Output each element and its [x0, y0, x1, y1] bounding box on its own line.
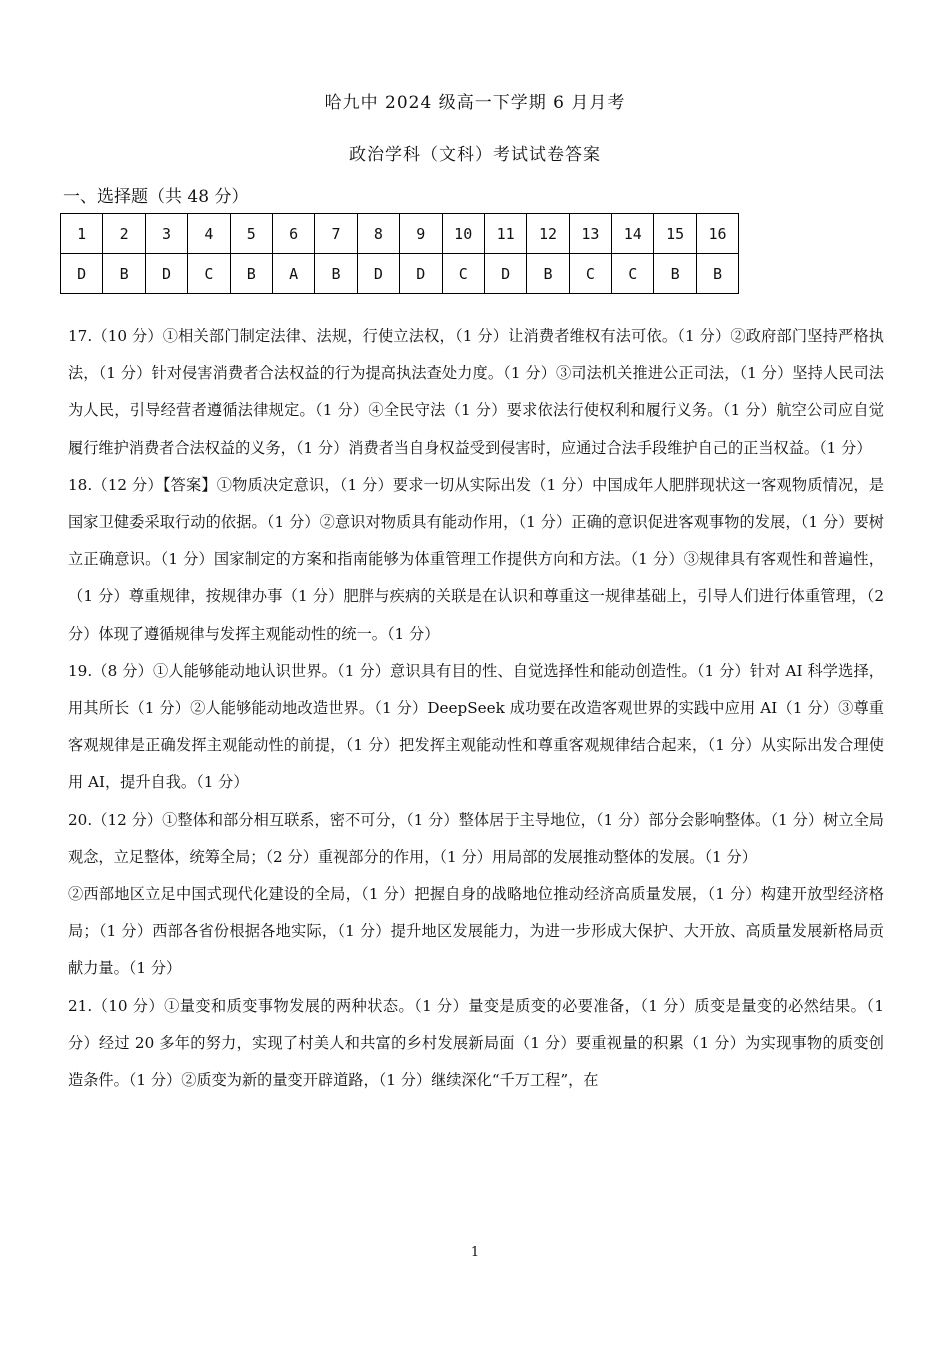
table-cell: C [442, 254, 484, 294]
table-cell: 1 [61, 214, 103, 254]
table-cell: 8 [357, 214, 399, 254]
table-cell: B [103, 254, 145, 294]
table-cell: B [696, 254, 738, 294]
table-cell: C [569, 254, 611, 294]
table-cell: 5 [230, 214, 272, 254]
table-cell: 10 [442, 214, 484, 254]
answer-paragraph: 18.（12 分）【答案】①物质决定意识，（1 分）要求一切从实际出发（1 分）中国成年人肥胖现状这一客观物质情况，是国家卫健委采取行动的依据。（1 分）②意识对物质具有能动作用，（1 分）正确的意识促进客观事物的发展，（1 分）要树立正确意识。（1 分）国家制定的方案和指南能够为体重管理工作提供方向和方法。（1 分）③规律具有客观性和普遍性，（1 分）尊重规律，按规律办事（1 分）肥胖与疾病的关联是在认识和尊重这一规律基础上，引导人们进行体重管理，（2 分）体现了遵循规律与发挥主观能动性的统一。（1 分） [68, 475, 884, 643]
table-cell: 3 [145, 214, 187, 254]
table-cell: 14 [612, 214, 654, 254]
table-cell: A [272, 254, 314, 294]
table-cell: 6 [272, 214, 314, 254]
table-cell: 13 [569, 214, 611, 254]
answer-paragraph: 17.（10 分）①相关部门制定法律、法规，行使立法权，（1 分）让消费者维权有法可依。（1 分）②政府部门坚持严格执法，（1 分）针对侵害消费者合法权益的行为提高执法查处力度。（1 分）③司法机关推进公正司法，（1 分）坚持人民司法为人民，引导经营者遵循法律规定。（1 分）④全民守法（1 分）要求依法行使权利和履行义务。（1 分）航空公司应自觉履行维护消费者合法权益的义务，（1 分）消费者当自身权益受到侵害时，应通过合法手段维护自己的正当权益。（1 分） [68, 327, 884, 457]
table-cell: 15 [654, 214, 696, 254]
table-cell: 11 [484, 214, 526, 254]
table-cell: B [527, 254, 569, 294]
answer-table [60, 213, 739, 294]
page-title: 哈九中 2024 级高一下学期 6 月月考 [324, 93, 626, 113]
answer-paragraph: ②西部地区立足中国式现代化建设的全局，（1 分）把握自身的战略地位推动经济高质量发展，（1 分）构建开放型经济格局；（1 分）西部各省份根据各地实际，（1 分）提升地区发展能力，为进一步形成大保护、大开放、高质量发展新格局贡献力量。（1 分） [68, 885, 884, 978]
table-cell: 12 [527, 214, 569, 254]
page-subtitle: 政治学科（文科）考试试卷答案 [349, 145, 601, 165]
table-cell: B [230, 254, 272, 294]
table-cell: C [612, 254, 654, 294]
table-cell: B [654, 254, 696, 294]
answer-paragraph: 19.（8 分）①人能够能动地认识世界。（1 分）意识具有目的性、自觉选择性和能动创造性。（1 分）针对 AI 科学选择，用其所长（1 分）②人能够能动地改造世界。（1 分）DeepSeek 成功要在改造客观世界的实践中应用 AI（1 分）③尊重客观规律是正确发挥主观能动性的前提，（1 分）把发挥主观能动性和尊重客观规律结合起来，（1 分）从实际出发合理使用 AI，提升自我。（1 分） [68, 661, 884, 792]
table-cell: D [357, 254, 399, 294]
table-cell: 16 [696, 214, 738, 254]
question-number-row [61, 214, 739, 254]
table-cell: 9 [400, 214, 442, 254]
table-cell: 2 [103, 214, 145, 254]
answer-body [68, 318, 884, 1099]
table-cell: D [484, 254, 526, 294]
answer-paragraph: 20.（12 分）①整体和部分相互联系，密不可分，（1 分）整体居于主导地位，（1 分）部分会影响整体。（1 分）树立全局观念，立足整体，统筹全局；（2 分）重视部分的作用，（1 分）用局部的发展推动整体的发展。（1 分） [68, 810, 884, 866]
table-cell: D [145, 254, 187, 294]
table-cell: D [61, 254, 103, 294]
table-cell: 7 [315, 214, 357, 254]
table-cell: D [400, 254, 442, 294]
section-heading: 一、选择题（共 48 分） [63, 187, 249, 207]
page-number: 1 [470, 1245, 480, 1260]
table-cell: C [188, 254, 230, 294]
answer-paragraph: 21.（10 分）①量变和质变事物发展的两种状态。（1 分）量变是质变的必要准备，（1 分）质变是量变的必然结果。（1 分）经过 20 多年的努力，实现了村美人和共富的乡村发展新局面（1 分）要重视量的积累（1 分）为实现事物的质变创造条件。（1 分）②质变为新的量变开辟道路，（1 分）继续深化“千万工程”，在 [68, 996, 884, 1090]
answer-row [61, 254, 739, 294]
table-cell: B [315, 254, 357, 294]
table-cell: 4 [188, 214, 230, 254]
